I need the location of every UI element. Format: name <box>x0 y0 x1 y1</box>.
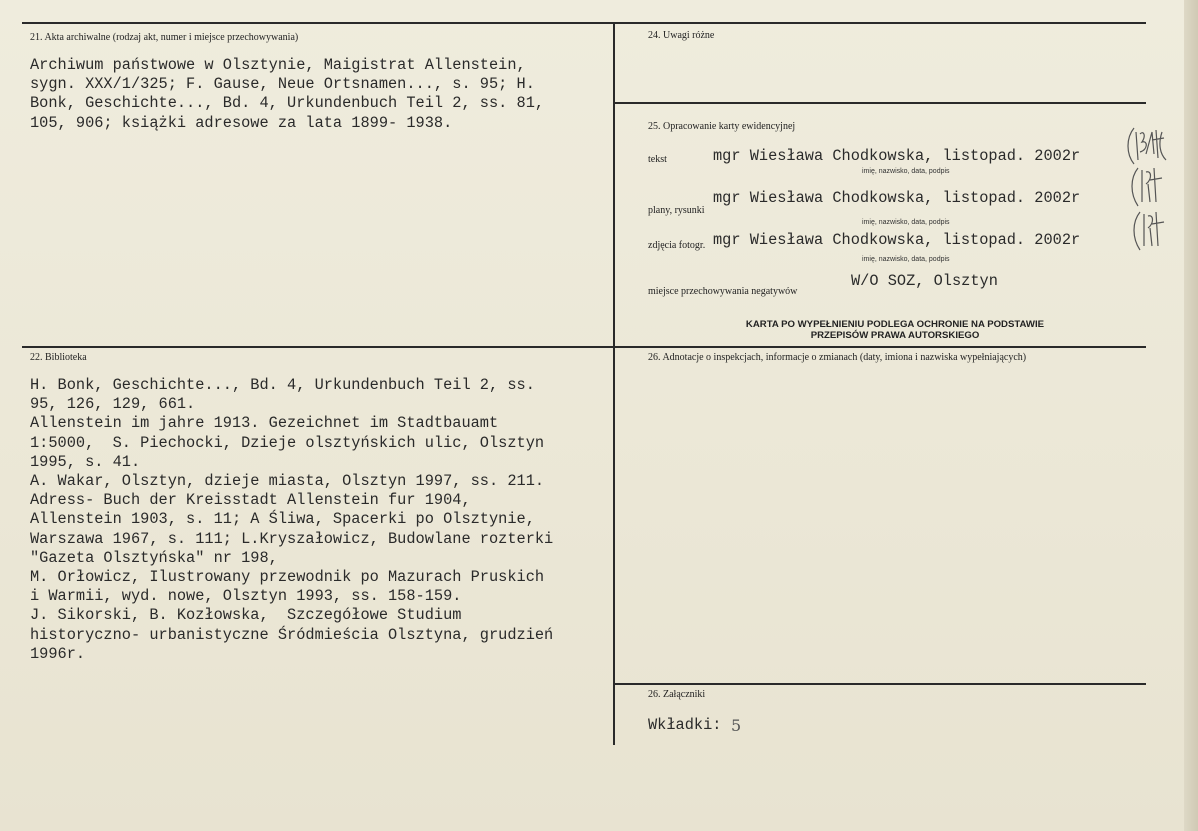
row-caption-zdjecia: imię, nazwisko, data, podpis <box>862 256 950 263</box>
copyright-notice-line2: PRZEPISÓW PRAWA AUTORSKIEGO <box>810 330 980 341</box>
attachments-count: 5 <box>731 716 742 735</box>
row-value-plany: mgr Wiesława Chodkowska, listopad. 2002r <box>713 189 1081 207</box>
box21-text: Archiwum państwowe w Olsztynie, Maigistrat Allenstein, sygn. XXX/1/325; F. Gause, Neue Ortsnamen..., s. 95; H. Bonk, Geschichte..., Bd. 4, Urkundenbuch Teil 2, ss. 81, 105, 906; książki adresowe za lata 1899- 1938. <box>30 56 545 132</box>
signature-plany <box>1126 162 1166 212</box>
horizontal-divider-middle <box>22 346 1146 348</box>
box26-label: 26. Adnotacje o inspekcjach, informacje o zmianach (daty, imiona i nazwiska wypełniających) <box>648 352 1027 363</box>
negatives-value: W/O SOZ, Olsztyn <box>851 272 998 290</box>
box22-label: 22. Biblioteka <box>30 352 87 363</box>
box21-label: 21. Akta archiwalne (rodzaj akt, numer i miejsce przechowywania) <box>30 32 299 43</box>
row-label-zdjecia: zdjęcia fotogr. <box>648 240 706 251</box>
negatives-label: miejsce przechowywania negatywów <box>648 286 798 297</box>
signature-zdjecia <box>1128 206 1168 256</box>
row-caption-tekst: imię, nazwisko, data, podpis <box>862 168 950 175</box>
box22-text: H. Bonk, Geschichte..., Bd. 4, Urkundenbuch Teil 2, ss. 95, 126, 129, 661. Allenstein im jahre 1913. Gezeichnet im Stadtbauamt 1:5000, S. Piechocki, Dzieje olsztyńskich ulic, Olsztyn 1995, s. 41. A. Wakar, Olsztyn, dzieje miasta, Olsztyn 1997, ss. 211. Adress- Buch der Kreisstadt Allenstein fur 1904, Allenstein 1903, s. 11; A Śliwa, Spacerki po Olsztynie, Warszawa 1967, s. 111; L.Kryszałowicz, Budowlane rozterki "Gazeta Olsztyńska" nr 198, M. Orłowicz, Ilustrowany przewodnik po Mazurach Pruskich i Warmii, wyd. nowe, Olsztyn 1993, ss. 158-159. J. Sikorski, B. Kozłowska, Szczegółowe Studium historyczno- urbanistyczne Śródmieścia Olsztyna, grudzień 1996r. <box>30 376 554 663</box>
card-edge <box>1184 0 1198 831</box>
attachments-section-label: 26. Załączniki <box>648 689 706 700</box>
copyright-notice <box>700 319 1090 341</box>
row-caption-plany: imię, nazwisko, data, podpis <box>862 219 950 226</box>
row-label-plany: plany, rysunki <box>648 205 705 216</box>
attachments-label: Wkładki: <box>648 716 722 734</box>
row-value-zdjecia: mgr Wiesława Chodkowska, listopad. 2002r <box>713 231 1081 249</box>
center-divider <box>613 23 615 745</box>
divider-box26-attachments <box>614 683 1146 685</box>
top-border <box>22 22 1146 24</box>
row-label-tekst: tekst <box>648 154 667 165</box>
copyright-notice-line1: KARTA PO WYPEŁNIENIU PODLEGA OCHRONIE NA PODSTAWIE <box>745 319 1045 330</box>
box25-label: 25. Opracowanie karty ewidencyjnej <box>648 121 796 132</box>
box24-label: 24. Uwagi różne <box>648 30 715 41</box>
divider-box24-box25 <box>614 102 1146 104</box>
row-value-tekst: mgr Wiesława Chodkowska, listopad. 2002r <box>713 147 1081 165</box>
